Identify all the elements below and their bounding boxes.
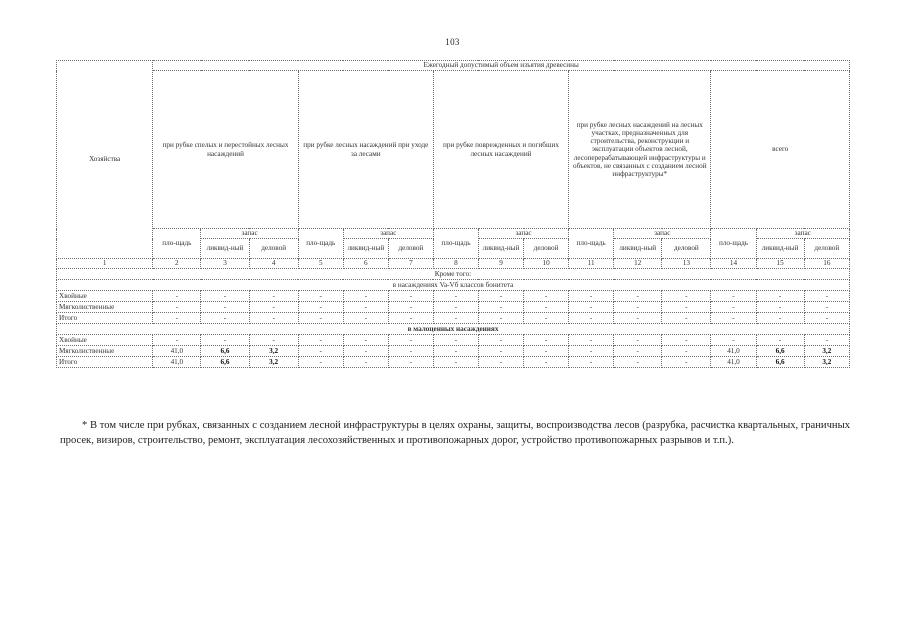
column-number: 16 xyxy=(804,259,849,269)
table-cell: - xyxy=(249,302,298,313)
table-cell: - xyxy=(433,302,478,313)
header-stock: запас xyxy=(343,229,433,239)
table-cell: - xyxy=(343,346,388,357)
table-cell: - xyxy=(388,291,433,302)
table-cell: - xyxy=(153,291,201,302)
table-cell: - xyxy=(343,335,388,346)
section-row xyxy=(57,269,850,280)
table-cell: - xyxy=(343,291,388,302)
page-number: 103 xyxy=(445,37,460,47)
header-group-infrastructure: при рубке лесных насаждений на лесных участках, предназначенных для строительства, реконструкции и эксплуатации объектов лесной, лесоперерабатывающей инфраструктуры и объектов, не связанных с созданием лесной инфраструктуры* xyxy=(569,71,711,229)
table-cell: - xyxy=(614,346,662,357)
table-cell: - xyxy=(614,335,662,346)
table-cell: 3,2 xyxy=(249,357,298,368)
section-row xyxy=(57,280,850,291)
header-group-damaged: при рубке поврежденных и погибших лесных насаждений xyxy=(433,71,568,229)
table-row xyxy=(57,357,850,368)
table-cell: - xyxy=(249,335,298,346)
table-cell: - xyxy=(569,335,614,346)
table-cell: - xyxy=(569,302,614,313)
table-cell: - xyxy=(478,346,523,357)
table-cell: - xyxy=(249,313,298,324)
table-cell: - xyxy=(662,357,711,368)
table-cell: 41,0 xyxy=(153,346,201,357)
table-cell: - xyxy=(201,313,249,324)
row-label: Хвойные xyxy=(57,291,153,302)
table-cell: 3,2 xyxy=(249,346,298,357)
table-cell: - xyxy=(298,357,343,368)
table-cell: - xyxy=(569,291,614,302)
header-liquid: ликвид-ный xyxy=(756,239,804,259)
table-cell: - xyxy=(478,313,523,324)
header-liquid: ликвид-ный xyxy=(201,239,249,259)
table-cell: 6,6 xyxy=(201,357,249,368)
header-liquid: ликвид-ный xyxy=(614,239,662,259)
header-group-mature: при рубке спелых и перестойных лесных насаждений xyxy=(153,71,298,229)
table-cell: - xyxy=(524,313,569,324)
row-label: Итого xyxy=(57,313,153,324)
table-cell: 6,6 xyxy=(756,346,804,357)
section-row xyxy=(57,324,850,335)
header-stock: запас xyxy=(614,229,711,239)
column-number: 15 xyxy=(756,259,804,269)
table-cell: - xyxy=(662,313,711,324)
table-cell: - xyxy=(298,335,343,346)
column-number: 8 xyxy=(433,259,478,269)
column-number: 3 xyxy=(201,259,249,269)
table-cell: - xyxy=(614,313,662,324)
table-cell: - xyxy=(201,291,249,302)
table-cell: - xyxy=(569,357,614,368)
column-number: 11 xyxy=(569,259,614,269)
row-label: Мягколиственные xyxy=(57,346,153,357)
table-row xyxy=(57,313,850,324)
header-stock: запас xyxy=(201,229,298,239)
section-title: в насаждениях Va-Vб классов бонитета xyxy=(57,280,850,291)
table-cell: - xyxy=(711,313,756,324)
table-cell: - xyxy=(153,335,201,346)
table-cell: - xyxy=(298,302,343,313)
header-group-total: всего xyxy=(711,71,850,229)
table-cell: - xyxy=(298,313,343,324)
table-cell: 3,2 xyxy=(804,346,849,357)
table-cell: - xyxy=(711,335,756,346)
column-number: 13 xyxy=(662,259,711,269)
table-cell: - xyxy=(388,302,433,313)
table-cell: 6,6 xyxy=(756,357,804,368)
header-stock: запас xyxy=(756,229,849,239)
header-area: пло-щадь xyxy=(298,229,343,259)
table-cell: - xyxy=(569,313,614,324)
harvest-volume-table xyxy=(56,60,850,368)
column-number: 1 xyxy=(57,259,153,269)
table-cell: - xyxy=(711,302,756,313)
table-cell: - xyxy=(524,302,569,313)
table-row xyxy=(57,335,850,346)
table-cell: - xyxy=(201,302,249,313)
column-number: 9 xyxy=(478,259,523,269)
table-row xyxy=(57,346,850,357)
header-business: деловой xyxy=(524,239,569,259)
table-cell: - xyxy=(711,291,756,302)
header-stock: запас xyxy=(478,229,568,239)
header-area: пло-щадь xyxy=(153,229,201,259)
row-label: Итого xyxy=(57,357,153,368)
table-cell: - xyxy=(343,302,388,313)
table-cell: - xyxy=(298,346,343,357)
column-number: 2 xyxy=(153,259,201,269)
row-label: Мягколиственные xyxy=(57,302,153,313)
table-cell: - xyxy=(614,357,662,368)
header-farm: Хозяйства xyxy=(57,61,153,259)
column-number: 7 xyxy=(388,259,433,269)
table-cell: - xyxy=(662,335,711,346)
table-cell: - xyxy=(388,357,433,368)
table-cell: - xyxy=(433,291,478,302)
footnote: * В том числе при рубках, связанных с созданием лесной инфраструктуры в целях охраны, защиты, воспроизводства лесов (разрубка, расчистка квартальных, граничных просек, визиров, строительство, ремонт, эксплуатация лесохозяйственных и противопожарных дорог, устройство противопожарных разрывов и т.п.). xyxy=(60,419,850,446)
header-business: деловой xyxy=(804,239,849,259)
table-cell: 41,0 xyxy=(711,346,756,357)
header-title: Ежегодный допустимый объем изъятия древесины xyxy=(153,61,850,71)
table-cell: - xyxy=(249,291,298,302)
table-cell: - xyxy=(804,302,849,313)
table-cell: - xyxy=(756,335,804,346)
table-cell: - xyxy=(524,335,569,346)
column-number: 5 xyxy=(298,259,343,269)
column-number: 12 xyxy=(614,259,662,269)
table-cell: - xyxy=(388,335,433,346)
table-cell: - xyxy=(343,357,388,368)
header-area: пло-щадь xyxy=(433,229,478,259)
table-cell: - xyxy=(478,302,523,313)
table-cell: - xyxy=(524,346,569,357)
table-cell: - xyxy=(756,313,804,324)
table-cell: - xyxy=(614,291,662,302)
header-liquid: ликвид-ный xyxy=(478,239,523,259)
section-title: в малоценных насаждениях xyxy=(57,324,850,335)
table-cell: - xyxy=(433,357,478,368)
table-cell: - xyxy=(662,346,711,357)
column-number: 10 xyxy=(524,259,569,269)
column-number: 6 xyxy=(343,259,388,269)
table-cell: 6,6 xyxy=(201,346,249,357)
table-cell: - xyxy=(662,302,711,313)
table-cell: - xyxy=(478,357,523,368)
table-cell: 3,2 xyxy=(804,357,849,368)
table-cell: - xyxy=(478,291,523,302)
column-number: 14 xyxy=(711,259,756,269)
section-title: Кроме того: xyxy=(57,269,850,280)
header-area: пло-щадь xyxy=(711,229,756,259)
table-cell: - xyxy=(756,291,804,302)
table-cell: - xyxy=(433,346,478,357)
table-cell: - xyxy=(433,313,478,324)
table-cell: - xyxy=(433,335,478,346)
header-liquid: ликвид-ный xyxy=(343,239,388,259)
table-cell: - xyxy=(524,357,569,368)
table-cell: 41,0 xyxy=(711,357,756,368)
table-row xyxy=(57,291,850,302)
header-area: пло-щадь xyxy=(569,229,614,259)
table-cell: - xyxy=(388,346,433,357)
header-business: деловой xyxy=(662,239,711,259)
table-cell: - xyxy=(524,291,569,302)
table-cell: 41,0 xyxy=(153,357,201,368)
header-group-care: при рубке лесных насаждений при уходе за лесами xyxy=(298,71,433,229)
table-cell: - xyxy=(804,291,849,302)
column-number: 4 xyxy=(249,259,298,269)
table-cell: - xyxy=(614,302,662,313)
table-cell: - xyxy=(388,313,433,324)
table-cell: - xyxy=(201,335,249,346)
table-cell: - xyxy=(298,291,343,302)
table-cell: - xyxy=(569,346,614,357)
row-label: Хвойные xyxy=(57,335,153,346)
header-business: деловой xyxy=(249,239,298,259)
table-cell: - xyxy=(478,335,523,346)
table-cell: - xyxy=(153,302,201,313)
table-cell: - xyxy=(153,313,201,324)
table-row xyxy=(57,302,850,313)
table-cell: - xyxy=(756,302,804,313)
table-cell: - xyxy=(804,335,849,346)
table-cell: - xyxy=(804,313,849,324)
header-business: деловой xyxy=(388,239,433,259)
table-cell: - xyxy=(662,291,711,302)
table-cell: - xyxy=(343,313,388,324)
